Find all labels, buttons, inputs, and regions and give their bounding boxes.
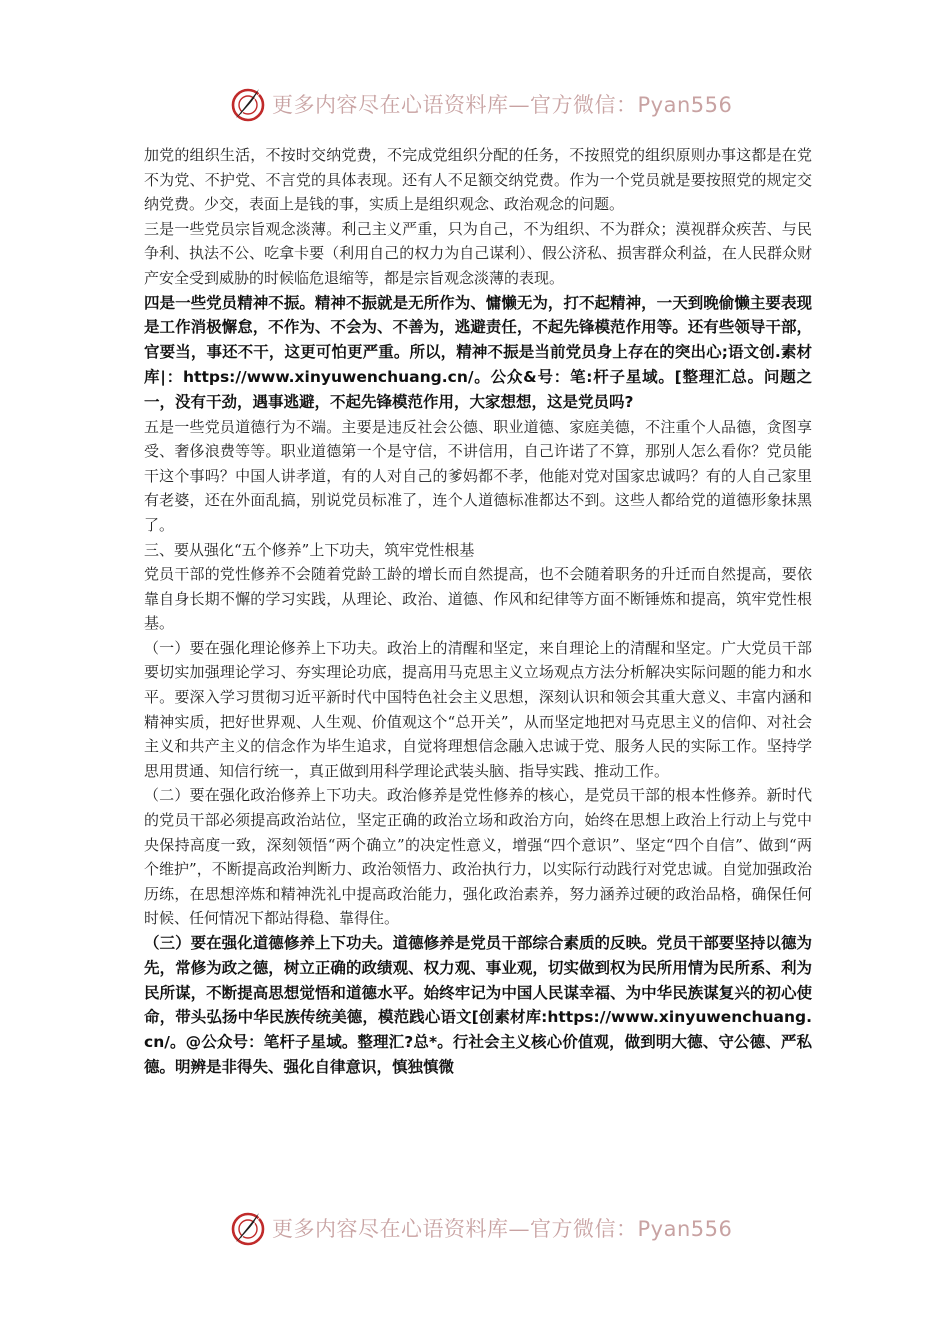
header-banner [228, 82, 732, 126]
document-body [144, 143, 812, 1080]
footer-banner [228, 1206, 732, 1250]
quill-logo-icon [228, 84, 268, 124]
paragraph: 加党的组织生活，不按时交纳党费，不完成党组织分配的任务，不按照党的组织原则办事这都是在党不为党、不护党、不言党的具体表现。还有人不足额交纳党费。作为一个党员就是要按照党的规定交纳党费。少交，表面上是钱的事，实质上是组织观念、政治观念的问题。 [144, 146, 812, 214]
paragraph: 四是一些党员精神不振。精神不振就是无所作为、慵懒无为，打不起精神，一天到晚偷懒主要表现是工作消极懈怠，不作为、不会为、不善为，逃避责任，不起先锋模范作用等。还有些领导干部，官要当，事还不干，这更可怕更严重。所以，精神不振是当前党员身上存在的突出心;语文创.素材库|：https://www.xinyuwenchuang.cn/。公众&号：笔:杆子星域。[整理汇总。问题之一，没有干劲，遇事逃避，不起先锋模范作用，大家想想，这是党员吗? [144, 293, 812, 411]
section-heading: 三、要从强化“五个修养”上下功夫，筑牢党性根基 [144, 540, 475, 559]
paragraph: 三是一些党员宗旨观念淡薄。利己主义严重，只为自己，不为组织、不为群众；漠视群众疾苦、与民争利、执法不公、吃拿卡要（利用自己的权力为自己谋利）、假公济私、损害群众利益，在人民群众财产安全受到威胁的时候临危退缩等，都是宗旨观念淡薄的表现。 [144, 219, 812, 287]
paragraph: （三）要在强化道德修养上下功夫。道德修养是党员干部综合素质的反映。党员干部要坚持以德为先，常修为政之德，树立正确的政绩观、权力观、事业观，切实做到权为民所用情为民所系、利为民所谋，不断提高思想觉悟和道德水平。始终牢记为中国人民谋幸福、为中华民族谋复兴的初心使命，带头弘扬中华民族传统美德，模范践心语文[创素材库:https://www.xinyuwenchuang.cn/。@公众号：笔杆子星域。整理汇?总*。行社会主义核心价值观，做到明大德、守公德、严私德。明辨是非得失、强化自律意识，慎独慎微 [144, 934, 812, 1076]
paragraph: 五是一些党员道德行为不端。主要是违反社会公德、职业道德、家庭美德，不注重个人品德，贪图享受、奢侈浪费等等。职业道德第一个是守信，不讲信用，自己许诺了不算，那别人怎么看你？党员能干这个事吗？中国人讲孝道，有的人对自己的爹妈都不孝，他能对党对国家忠诚吗？有的人自己家里有老婆，还在外面乱搞，别说党员标准了，连个人道德标准都达不到。这些人都给党的道德形象抹黑了。 [144, 417, 812, 534]
banner-text: 更多内容尽在心语资料库—官方微信：Pyan556 [272, 1217, 733, 1241]
paragraph: （一）要在强化理论修养上下功夫。政治上的清醒和坚定，来自理论上的清醒和坚定。广大党员干部要切实加强理论学习、夯实理论功底，提高用马克思主义立场观点方法分析解决实际问题的能力和水平。要深入学习贯彻习近平新时代中国特色社会主义思想，深刻认识和领会其重大意义、丰富内涵和精神实质，把好世界观、人生观、价值观这个“总开关”，从而坚定地把对马克思主义的信仰、对社会主义和共产主义的信念作为毕生追求，自觉将理想信念融入忠诚于党、服务人民的实际工作。坚持学思用贯通、知信行统一，真正做到用科学理论武装头脑、指导实践、推动工作。 [144, 638, 812, 780]
banner-text: 更多内容尽在心语资料库—官方微信：Pyan556 [272, 93, 733, 117]
paragraph: 党员干部的党性修养不会随着党龄工龄的增长而自然提高，也不会随着职务的升迁而自然提高，要依靠自身长期不懈的学习实践，从理论、政治、道德、作风和纪律等方面不断锤炼和提高，筑牢党性根基。 [144, 565, 812, 633]
quill-logo-icon [228, 1208, 268, 1248]
wechat-id: Pyan556 [637, 93, 733, 117]
paragraph: （二）要在强化政治修养上下功夫。政治修养是党性修养的核心，是党员干部的根本性修养。新时代的党员干部必须提高政治站位，坚定正确的政治立场和政治方向，始终在思想上政治上行动上与党中央保持高度一致，深刻领悟“两个确立”的决定性意义，增强“四个意识”、坚定“四个自信”、做到“两个维护”，不断提高政治判断力、政治领悟力、政治执行力，以实际行动践行对党忠诚。自觉加强政治历练，在思想淬炼和精神洗礼中提高政治能力，强化政治素养，努力涵养过硬的政治品格，确保任何时候、任何情况下都站得稳、靠得住。 [144, 786, 812, 928]
wechat-id: Pyan556 [637, 1217, 733, 1241]
